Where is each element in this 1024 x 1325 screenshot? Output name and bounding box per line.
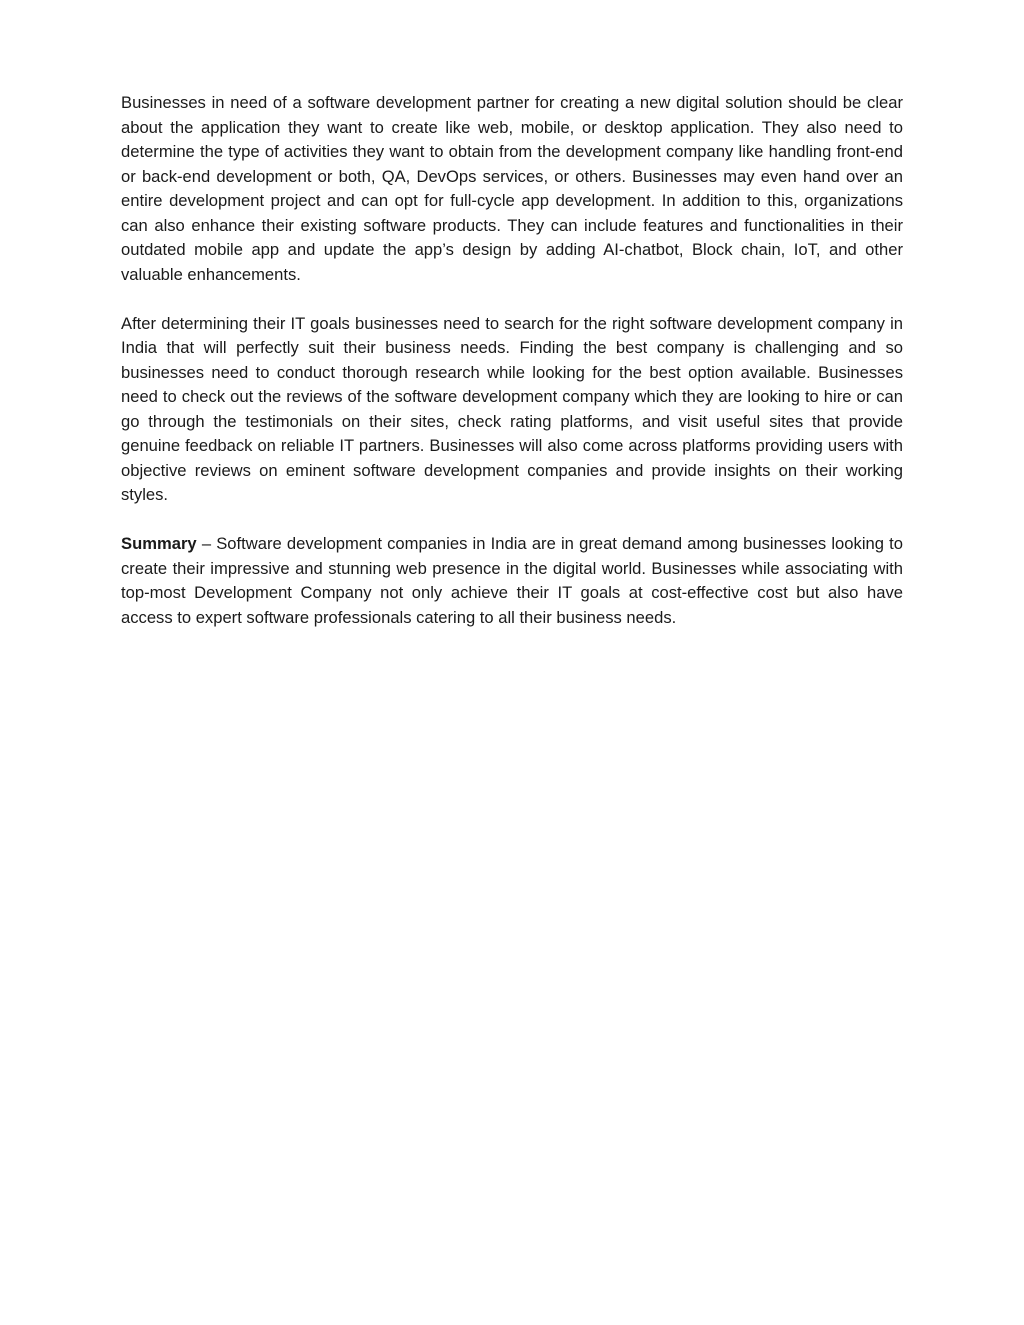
paragraph-summary bbox=[121, 532, 903, 630]
document-body bbox=[121, 91, 903, 655]
paragraph-company-search: After determining their IT goals businesses need to search for the right software development company in India that will perfectly suit their business needs. Finding the best company is challenging and so businesses need to conduct thorough research while looking for the best option available. Businesses need to check out the reviews of the software development company which they are looking to hire or can go through the testimonials on their sites, check rating platforms, and visit useful sites that provide genuine feedback on reliable IT partners. Businesses will also come across platforms providing users with objective reviews on eminent software development companies and provide insights on their working styles. bbox=[121, 313, 903, 504]
summary-text: – Software development companies in India are in great demand among businesses looking to create their impressive and stunning web presence in the digital world. Businesses while associating with top-most Development Company not only achieve their IT goals at cost-effective cost but also have access to expert software professionals catering to all their business needs. bbox=[121, 534, 903, 627]
paragraph-requirements: Businesses in need of a software development partner for creating a new digital solution should be clear about the application they want to create like web, mobile, or desktop application. They also need to determine the type of activities they want to obtain from the development company like handling front-end or back-end development or both, QA, DevOps services, or others. Businesses may even hand over an entire development project and can opt for full-cycle app development. In addition to this, organizations can also enhance their existing software products. They can include features and functionalities in their outdated mobile app and update the app’s design by adding AI-chatbot, Block chain, IoT, and other valuable enhancements. bbox=[121, 93, 903, 284]
summary-label: Summary bbox=[121, 534, 197, 553]
